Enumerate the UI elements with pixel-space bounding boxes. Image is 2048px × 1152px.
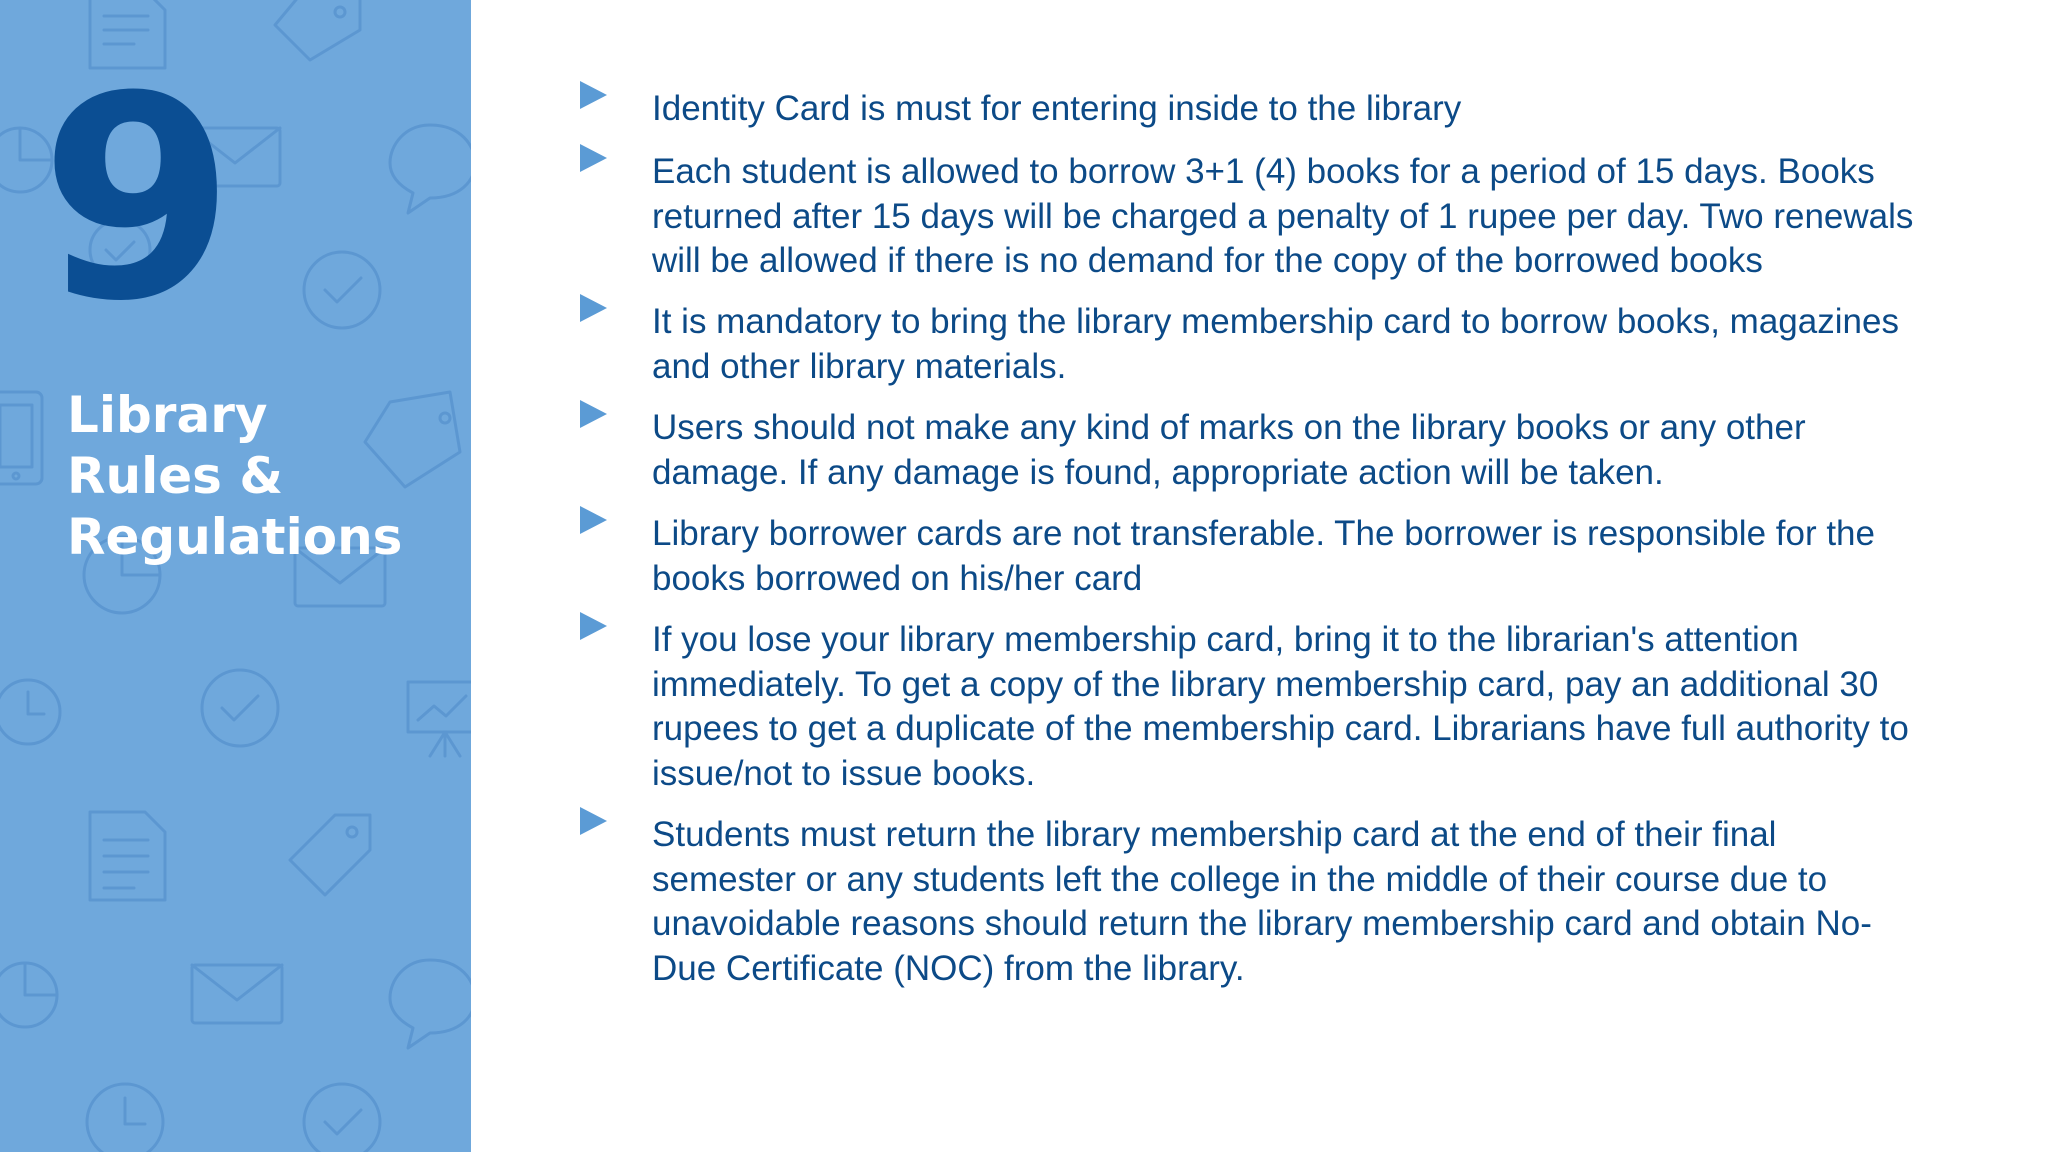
slide-number: 9 [40,37,229,363]
rule-line: Each student is allowed to borrow 3+1 (4) books for a period of 15 days. Books [652,152,1875,191]
rule-text [652,300,2048,389]
play-bullet-icon [580,807,607,835]
play-bullet-icon [580,400,607,428]
rule-line: returned after 15 days will be charged a penalty of 1 rupee per day. Two renewals [652,196,1914,236]
rule-line: will be allowed if there is no demand for the copy of the borrowed books [652,241,1763,280]
rule-line: Identity Card is must for entering inside to the library [652,89,1462,128]
slide-title-line: Regulations [67,508,403,566]
rule-line: immediately. To get a copy of the library membership card, pay an additional 30 [652,664,1879,704]
rule-line: rupees to get a duplicate of the membership card. Librarians have full authority to [652,709,1909,748]
slide-title-line: Rules & [67,447,283,505]
play-bullet-icon [580,294,607,322]
rule-line: Due Certificate (NOC) from the library. [652,948,1245,988]
rule-text [652,618,2048,796]
rule-line: Library borrower cards are not transferable. The borrower is responsible for the [652,514,1875,553]
rule-line: books borrowed on his/her card [652,558,1143,598]
rule-line: If you lose your library membership card, bring it to the librarian's attention [652,620,1799,659]
play-bullet-icon [580,612,607,640]
rule-line: issue/not to issue books. [652,753,1036,793]
play-bullet-icon [580,81,607,109]
rule-text [652,813,2048,991]
rule-line: It is mandatory to bring the library membership card to borrow books, magazines [652,302,1899,341]
slide-title-line: Library [67,386,268,444]
rule-line: Students must return the library membership card at the end of their final [652,815,1777,854]
rule-line: unavoidable reasons should return the library membership card and obtain No- [652,904,1872,943]
rule-text [652,512,2048,601]
rule-line: damage. If any damage is found, appropriate action will be taken. [652,452,1664,492]
rule-text [652,150,2048,284]
rule-line: Users should not make any kind of marks on the library books or any other [652,408,1806,447]
play-bullet-icon [580,506,607,534]
rule-text [652,406,2048,495]
rule-line: semester or any students left the college in the middle of their course due to [652,859,1828,899]
play-bullet-icon [580,144,607,172]
rule-text [652,87,2048,132]
rule-line: and other library materials. [652,346,1067,386]
